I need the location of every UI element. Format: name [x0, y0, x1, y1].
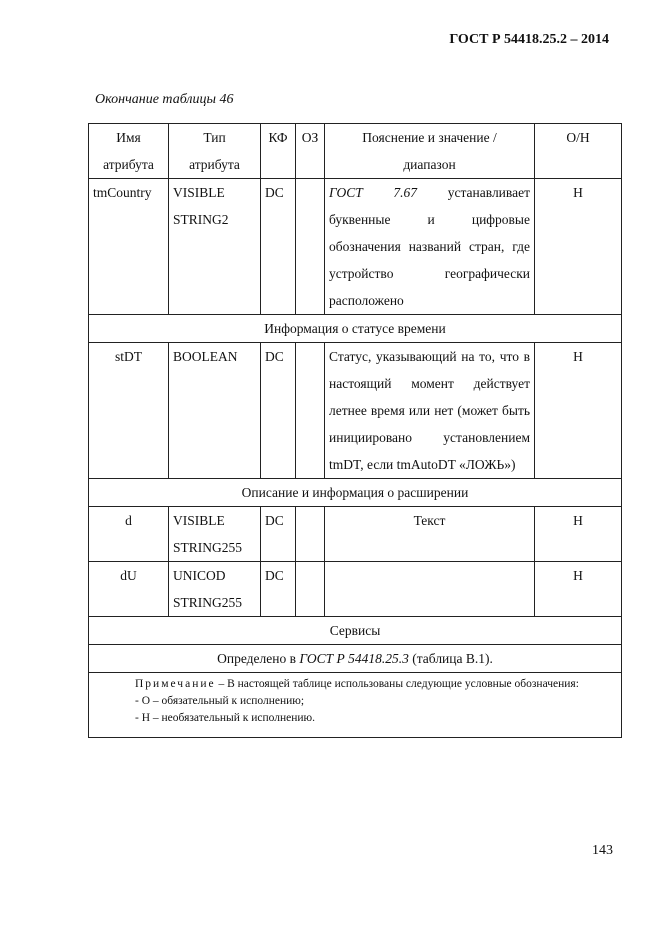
cell-desc: Статус, указывающий на то, что в настоящий момент действует летнее время или нет (может быть инициировано установлением tmDT, если tmAutoDT «ЛОЖЬ») [325, 343, 535, 479]
col-header-type: Тип атрибута [169, 124, 261, 179]
note-label: Примечание [135, 678, 216, 690]
page-number: 143 [592, 843, 613, 858]
table-caption: Окончание таблицы 46 [95, 92, 234, 107]
cell-type: BOOLEAN [169, 343, 261, 479]
table-header-row [89, 124, 622, 179]
cell-on: Н [535, 343, 622, 479]
note-item: - О – обязательный к исполнению; [135, 695, 305, 707]
cell-oz [296, 343, 325, 479]
col-header-oz: ОЗ [296, 124, 325, 179]
document-header: ГОСТ Р 54418.25.2 – 2014 [449, 32, 609, 47]
cell-oz [296, 507, 325, 562]
cell-kf: DC [261, 507, 296, 562]
note-text: – В настоящей таблице использованы следующие условные обозначения: [218, 678, 579, 690]
cell-desc [325, 562, 535, 617]
table-note [89, 673, 622, 738]
section-title: Информация о статусе времени [89, 315, 622, 343]
section-row-ext [89, 479, 622, 507]
cell-oz [296, 562, 325, 617]
table-row-d [89, 507, 622, 562]
table-row-tmCountry [89, 179, 622, 315]
cell-kf: DC [261, 562, 296, 617]
cell-type: UNICOD STRING255 [169, 562, 261, 617]
services-row [89, 645, 622, 673]
services-definition: Определено в ГОСТ Р 54418.25.3 (таблица В.1). [89, 645, 622, 673]
cell-name: tmCountry [89, 179, 169, 315]
cell-oz [296, 179, 325, 315]
table-row-dU [89, 562, 622, 617]
col-header-name: Имя атрибута [89, 124, 169, 179]
attributes-table [88, 123, 622, 738]
cell-kf: DC [261, 179, 296, 315]
note-row [89, 673, 622, 738]
section-title: Сервисы [89, 617, 622, 645]
gost-reference: ГОСТ Р 54418.25.3 [299, 651, 409, 666]
col-header-on: О/Н [535, 124, 622, 179]
table-row-stDT [89, 343, 622, 479]
cell-on: Н [535, 179, 622, 315]
cell-on: Н [535, 562, 622, 617]
note-item: - Н – необязательный к исполнению. [135, 712, 315, 724]
cell-type: VISIBLE STRING2 [169, 179, 261, 315]
cell-kf: DC [261, 343, 296, 479]
gost-reference: ГОСТ 7.67 [329, 185, 418, 200]
section-row-time [89, 315, 622, 343]
cell-name: stDT [89, 343, 169, 479]
cell-desc: Текст [325, 507, 535, 562]
col-header-kf: КФ [261, 124, 296, 179]
section-row-services [89, 617, 622, 645]
cell-on: Н [535, 507, 622, 562]
cell-name: d [89, 507, 169, 562]
cell-type: VISIBLE STRING255 [169, 507, 261, 562]
cell-name: dU [89, 562, 169, 617]
col-header-desc: Пояснение и значение / диапазон [325, 124, 535, 179]
cell-desc: ГОСТ 7.67 устанавливает буквенные и цифровые обозначения названий стран, где устройство географически расположено [325, 179, 535, 315]
section-title: Описание и информация о расширении [89, 479, 622, 507]
